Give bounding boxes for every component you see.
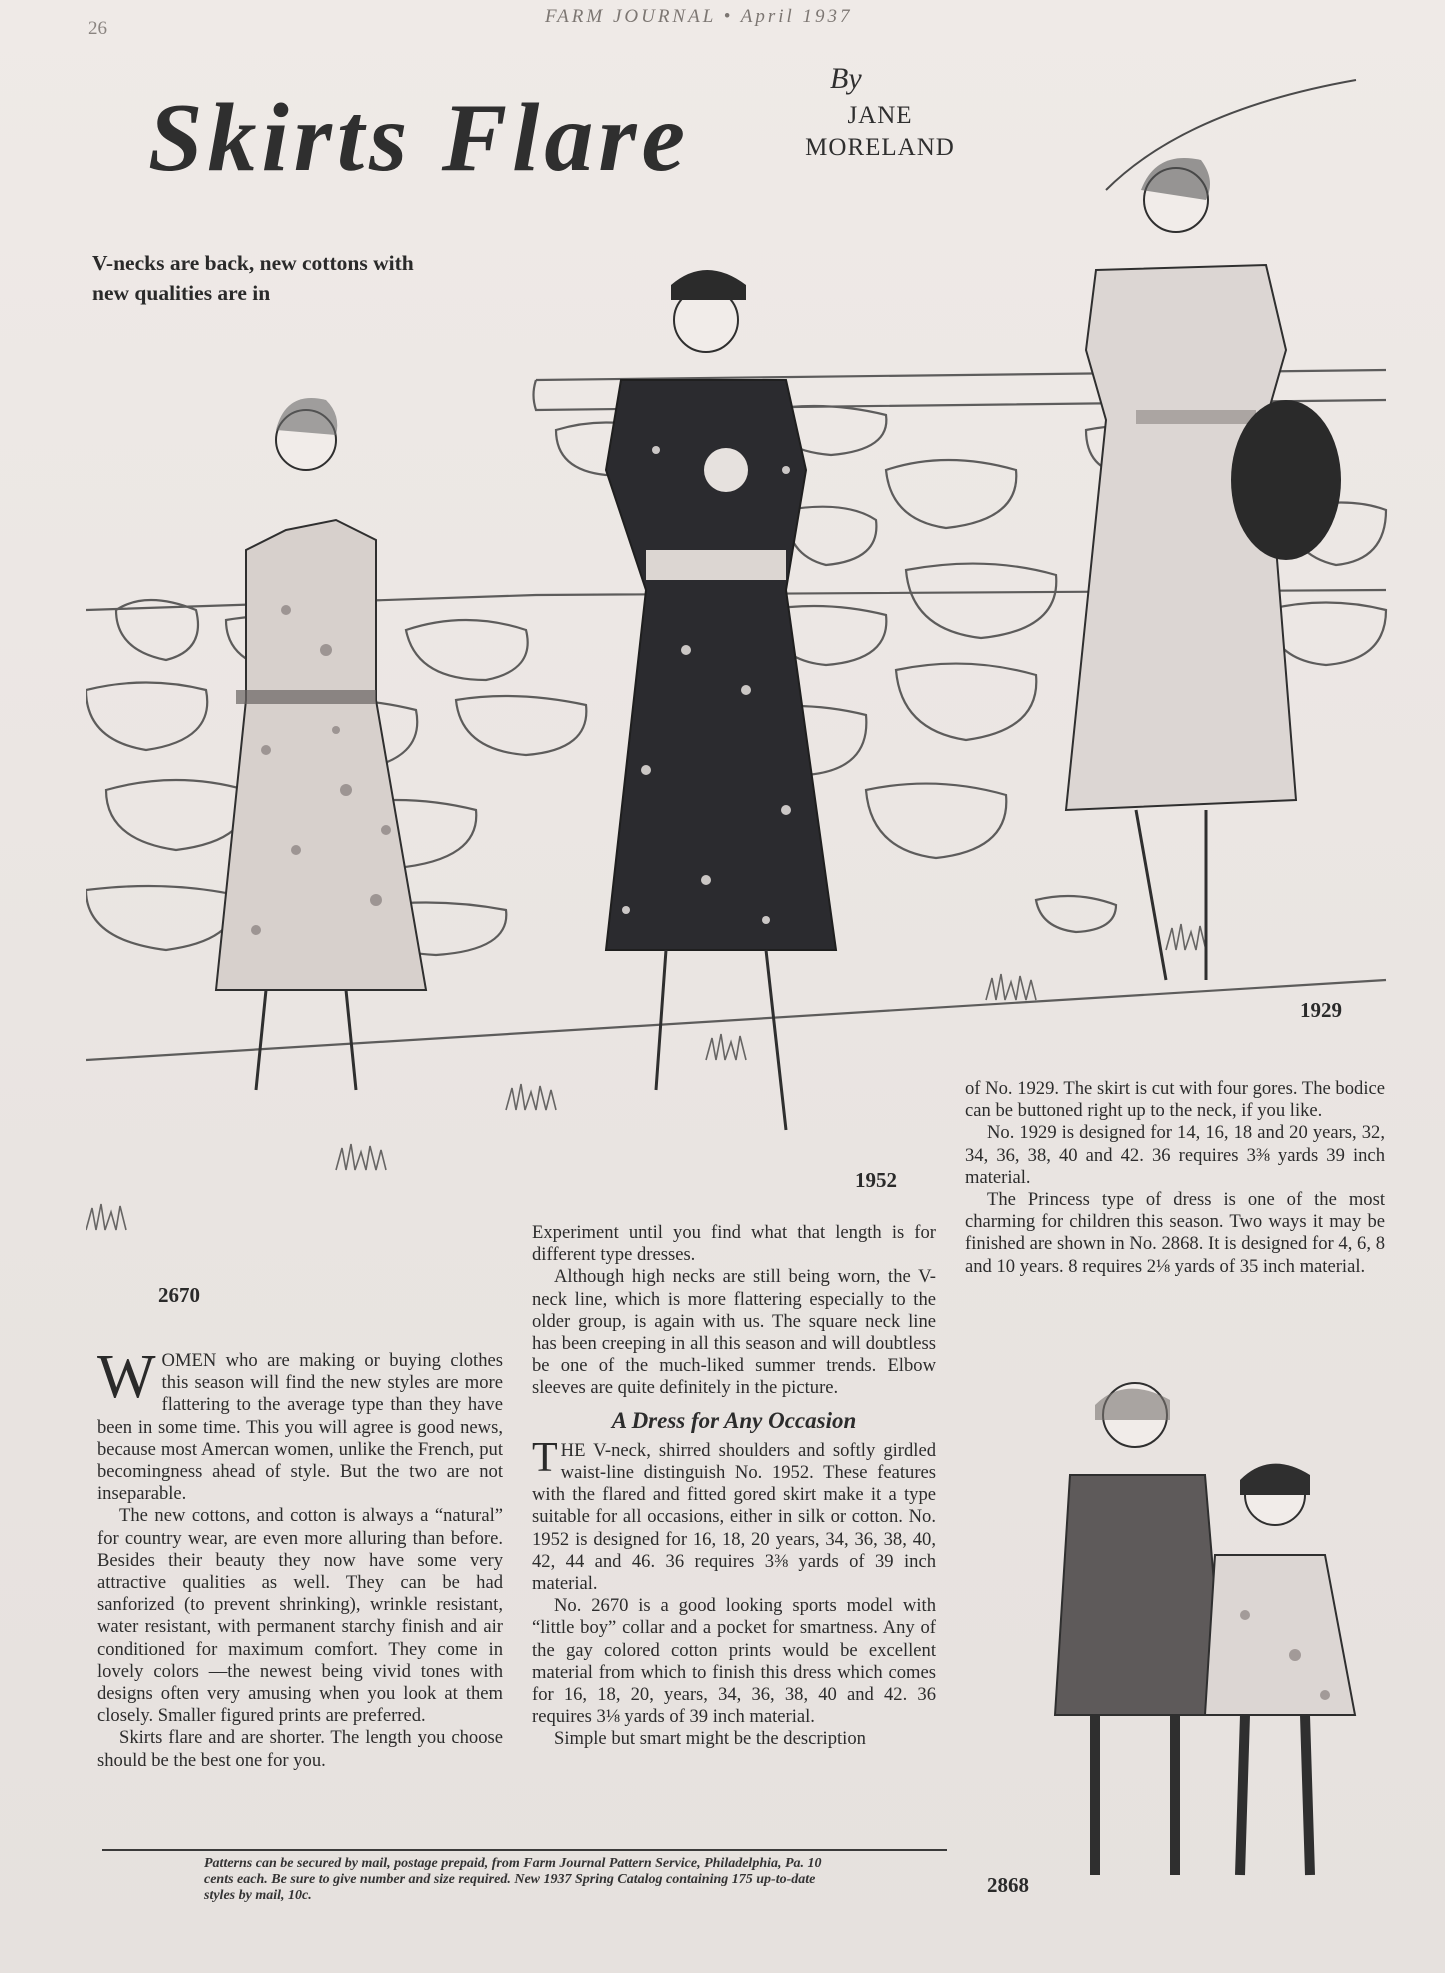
article-title: Skirts Flare xyxy=(148,84,690,192)
text-column-3 xyxy=(965,1078,1385,1278)
col2-paragraph-1: Experiment until you find what that length is for different type dresses. xyxy=(532,1222,936,1266)
col2-paragraph-4: No. 2670 is a good looking sports model with “little boy” collar and a pocket for smartness. Any of the gay colored cotton prints would be excellent material from which to finish this dress which comes for 16, 18, 20, years, 34, 36, 38, 40 and 42. 36 requires 3⅛ yards of 39 inch material. xyxy=(532,1595,936,1728)
col1-paragraph-2: The new cottons, and cotton is always a “natural” for country wear, are even more alluring than before. Besides their beauty they now have some very attractive qualities as well. They can be had sanforized (to prevent shrinking), wrinkle resistant, water resistant, with permanent starchy finish and air conditioned for maximum comfort. They come in lovely colors —the newest being vivid tones with designs often very amusing when you look at them closely. Smaller figured prints are preferred. xyxy=(97,1505,503,1727)
byline-last-name: MORELAND xyxy=(805,134,955,161)
woman-1952 xyxy=(606,270,836,1130)
section-subhead: A Dress for Any Occasion xyxy=(611,1407,857,1433)
girl-left xyxy=(1055,1383,1225,1875)
running-head: FARM JOURNAL • April 1937 xyxy=(545,6,853,27)
byline-by: By xyxy=(830,62,862,95)
col3-paragraph-3: The Princess type of dress is one of the most charming for children this season. Two ways it may be finished are shown in No. 2868. It is designed for 4, 6, 8 and 10 years. 8 requires 2⅛ yards of 35 inch material. xyxy=(965,1189,1385,1277)
style-number-2868: 2868 xyxy=(987,1873,1029,1897)
col3-paragraph-2: No. 1929 is designed for 14, 16, 18 and 20 years, 32, 34, 36, 38, 40 and 42. 36 requires 3⅜ yards 39 inch material. xyxy=(965,1122,1385,1188)
style-number-1952: 1952 xyxy=(855,1168,897,1192)
dropcap-w: W xyxy=(97,1343,156,1411)
text-column-1 xyxy=(97,1343,503,1772)
children-illustration xyxy=(975,1355,1395,1925)
girl-right xyxy=(1205,1464,1355,1875)
byline-first-name: JANE xyxy=(847,102,913,129)
footer-rule xyxy=(102,1849,947,1851)
col3-paragraph-1: of No. 1929. The skirt is cut with four gores. The bodice can be buttoned right up to the neck, if you like. xyxy=(965,1078,1385,1122)
page-number: 26 xyxy=(88,18,107,39)
woman-1929 xyxy=(1066,80,1356,980)
dropcap-t: T xyxy=(532,1434,558,1481)
col2-paragraph-5: Simple but smart might be the description xyxy=(554,1728,866,1750)
col1-paragraph-3: Skirts flare and are shorter. The length you choose should be the best one for you. xyxy=(97,1727,503,1771)
col2-paragraph-2: Although high necks are still being worn, the V-neck line, which is more flattering especially to the older group, is again with us. The square neck line has been creeping in all this season and will doubtless be one of the much-liked summer trends. Elbow sleeves are quite definitely in the picture. xyxy=(532,1266,936,1399)
style-number-2670: 2670 xyxy=(158,1283,200,1307)
text-column-2 xyxy=(532,1222,936,1751)
col2-paragraph-3: THE V-neck, shirred shoulders and softly girdled waist-line distinguish No. 1952. These features with the flared and fitted gored skirt make it a type suitable for all occasions, either in silk or cotton. No. 1952 is designed for 16, 18, 20 years, 34, 36, 38, 40, 42, 44 and 46. 36 requires 3⅜ yards of 39 inch material. xyxy=(532,1434,936,1595)
article-subhead: V-necks are back, new cottons with new qualities are in xyxy=(92,251,414,305)
woman-2670 xyxy=(216,398,426,1090)
pattern-order-note: Patterns can be secured by mail, postage prepaid, from Farm Journal Pattern Service, Philadelphia, Pa. 10 cents each. Be sure to give number and size required. New 1937 Spring Catalog containing 175 up-to-date styles by mail, 10c. xyxy=(204,1856,822,1903)
style-number-1929: 1929 xyxy=(1300,998,1342,1022)
col1-paragraph-1: WOMEN who are making or buying clothes this season will find the new styles are more flattering to the average type than they have been in some time. This you will agree is good news, because most Amercan women, unlike the French, put becomingness ahead of style. But the two are not inseparable. xyxy=(97,1343,503,1505)
